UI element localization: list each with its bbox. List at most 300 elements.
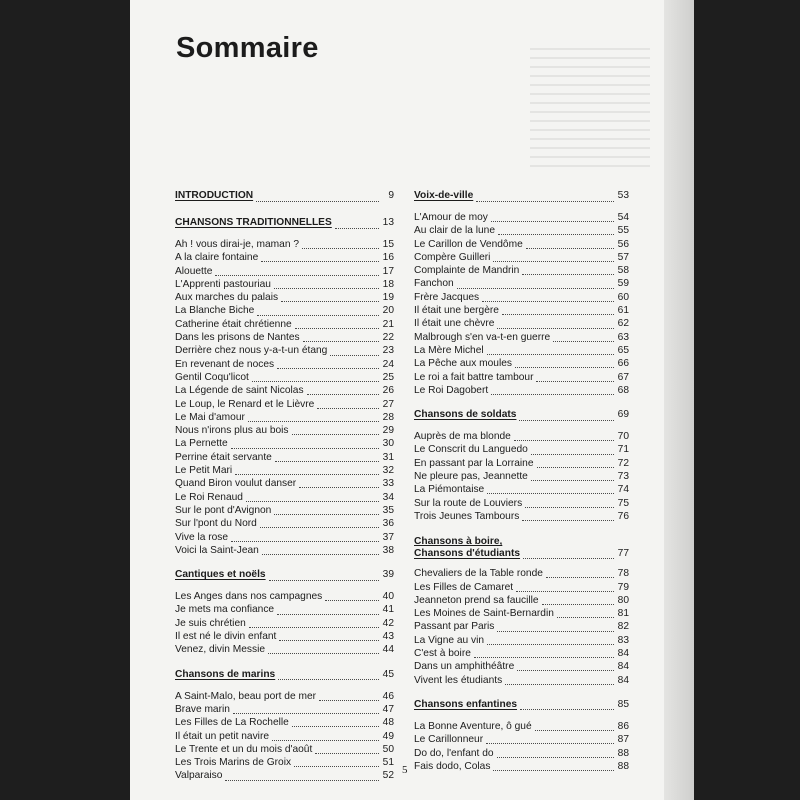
toc-entry-title: En revenant de noces — [175, 358, 275, 370]
dot-leader — [516, 591, 614, 592]
dot-leader — [252, 381, 379, 382]
section-heading-row — [414, 548, 629, 562]
toc-entry-title: Le Conscrit du Languedo — [414, 444, 528, 456]
toc-entry-title: Le Petit Mari — [175, 465, 233, 477]
toc-entry-page: 49 — [382, 730, 394, 742]
toc-entry-page: 28 — [382, 411, 394, 423]
dot-leader — [233, 713, 379, 714]
toc-entry-title: Au clair de la lune — [414, 225, 495, 237]
toc-entry-title: La Mère Michel — [414, 344, 484, 356]
section-heading-title: Chansons de soldats — [414, 409, 517, 421]
toc-entry-page: 42 — [382, 617, 394, 629]
toc-entry-page: 24 — [382, 358, 394, 370]
toc-entry-title: La Légende de saint Nicolas — [175, 385, 304, 397]
toc-entry-title: L'Amour de moy — [414, 212, 488, 223]
toc-entry-page: 35 — [382, 504, 394, 516]
toc-entry — [414, 648, 629, 661]
toc-entry-page: 37 — [382, 531, 394, 543]
toc-entry-page: 44 — [382, 644, 394, 656]
toc-entry — [175, 644, 394, 657]
toc-entry-title: Vivent les étudiants — [414, 674, 503, 686]
dot-leader — [522, 520, 614, 521]
dot-leader — [546, 577, 614, 578]
toc-entry-title: Les Filles de Camaret — [414, 581, 514, 593]
toc-entry — [175, 465, 394, 478]
toc-entry-page: 55 — [617, 225, 629, 237]
toc-entry — [175, 345, 394, 358]
toc-entry-page: 27 — [382, 398, 394, 410]
toc-entry — [175, 332, 394, 345]
dot-leader — [248, 421, 379, 422]
toc-entry-page: 88 — [617, 747, 629, 759]
toc-entry-page: 58 — [617, 265, 629, 277]
toc-entry-page: 18 — [382, 278, 394, 290]
toc-entry — [175, 359, 394, 372]
toc-entry-title: La Blanche Biche — [175, 305, 255, 317]
dot-leader — [262, 554, 379, 555]
toc-entry — [414, 431, 629, 444]
section-heading — [414, 190, 629, 206]
dot-leader — [515, 367, 614, 368]
toc-entry-title: A Saint-Malo, beau port de mer — [175, 690, 317, 702]
toc-entry — [414, 568, 629, 581]
dot-leader — [225, 780, 379, 781]
toc-entry — [414, 761, 629, 774]
toc-entry-title: Le roi a fait battre tambour — [414, 371, 534, 383]
toc-entry — [175, 319, 394, 332]
toc-entry-page: 25 — [382, 371, 394, 383]
toc-entry-title: Venez, divin Messie — [175, 644, 266, 656]
dot-leader — [493, 261, 614, 262]
dot-leader — [514, 440, 614, 441]
toc-entry-title: La Pêche aux moules — [414, 358, 512, 370]
toc-left-column — [175, 190, 394, 795]
toc-entry-title: Le Mai d'amour — [175, 411, 245, 423]
toc-entry-title: Perrine était servante — [175, 451, 272, 463]
toc-entry — [414, 484, 629, 497]
toc-entry-page: 76 — [617, 510, 629, 522]
toc-entry — [175, 452, 394, 465]
dot-leader — [274, 514, 379, 515]
toc-section — [414, 190, 629, 398]
toc-entry-title: Vive la rose — [175, 531, 229, 543]
toc-entry — [414, 225, 629, 238]
dot-leader — [497, 328, 614, 329]
toc-entry-title: Sur le pont d'Avignon — [175, 504, 272, 516]
toc-entry — [175, 691, 394, 704]
toc-entry-title: Frère Jacques — [414, 291, 480, 303]
toc-entry-page: 71 — [617, 444, 629, 456]
toc-entry-page: 40 — [382, 591, 394, 603]
toc-entry-title: Ne pleure pas, Jeannette — [414, 471, 528, 483]
toc-entry — [175, 372, 394, 385]
toc-entry — [175, 305, 394, 318]
toc-entry — [414, 635, 629, 648]
toc-entry-title: Les Anges dans nos campagnes — [175, 591, 323, 603]
toc-entry-title: Fanchon — [414, 278, 454, 290]
toc-entry — [175, 618, 394, 631]
toc-entry-page: 57 — [617, 251, 629, 263]
toc-entry-title: Le Carillon de Vendôme — [414, 238, 523, 250]
toc-entry — [414, 372, 629, 385]
dot-leader — [519, 420, 614, 421]
toc-entry-page: 30 — [382, 438, 394, 450]
toc-entry-page: 52 — [382, 770, 394, 782]
dot-leader — [487, 493, 614, 494]
toc-entry-page: 81 — [617, 608, 629, 620]
toc-entry-page: 70 — [617, 431, 629, 443]
dot-leader — [249, 627, 379, 628]
dot-leader — [497, 757, 614, 758]
toc-entry — [414, 458, 629, 471]
dot-leader — [261, 261, 379, 262]
toc-entry-page: 83 — [617, 634, 629, 646]
section-heading-page: 53 — [617, 190, 629, 201]
dot-leader — [523, 558, 614, 559]
toc-entry-page: 84 — [617, 661, 629, 673]
toc-entry — [175, 385, 394, 398]
toc-entry-page: 32 — [382, 465, 394, 477]
toc-entry-page: 74 — [617, 484, 629, 496]
toc-section — [414, 535, 629, 688]
toc-entry-title: Quand Biron voulut danser — [175, 478, 297, 490]
toc-entry — [175, 239, 394, 252]
section-heading — [414, 699, 629, 715]
toc-entry — [175, 478, 394, 491]
toc-entry-title: Derrière chez nous y-a-t-un étang — [175, 345, 328, 357]
toc-entry-title: La Bonne Aventure, ô gué — [414, 720, 532, 732]
toc-entry-page: 54 — [617, 212, 629, 223]
dot-leader — [474, 657, 614, 658]
dot-leader — [491, 221, 614, 222]
dot-leader — [531, 480, 614, 481]
toc-entry-title: Chevaliers de la Table ronde — [414, 568, 543, 580]
toc-entry-page: 67 — [617, 371, 629, 383]
toc-entry — [175, 518, 394, 531]
toc-entry-title: Dans un amphithéâtre — [414, 661, 515, 673]
toc-entry-title: Compère Guilleri — [414, 251, 491, 263]
toc-entry-title: En passant par la Lorraine — [414, 457, 534, 469]
dot-leader — [215, 275, 379, 276]
toc-entry-title: Jeanneton prend sa faucille — [414, 594, 539, 606]
toc-entry — [414, 265, 629, 278]
section-heading — [414, 535, 629, 562]
toc-entry — [175, 704, 394, 717]
section-heading — [175, 190, 394, 206]
toc-entry-title: Ah ! vous dirai-je, maman ? — [175, 239, 300, 250]
toc-entry-page: 16 — [382, 252, 394, 264]
section-heading — [175, 669, 394, 685]
toc-entry-page: 61 — [617, 305, 629, 317]
dot-leader — [294, 766, 379, 767]
dot-leader — [535, 730, 614, 731]
toc-entry — [175, 757, 394, 770]
dot-leader — [325, 600, 379, 601]
dot-leader — [319, 700, 379, 701]
dot-leader — [505, 684, 614, 685]
toc-entry-page: 23 — [382, 345, 394, 357]
toc-entry — [414, 621, 629, 634]
toc-entry — [175, 266, 394, 279]
toc-entry-title: Les Moines de Saint-Bernardin — [414, 608, 554, 620]
toc-entry — [414, 358, 629, 371]
toc-entry-title: Je mets ma confiance — [175, 604, 275, 616]
dot-leader — [268, 653, 379, 654]
toc-entry — [414, 345, 629, 358]
dot-leader — [315, 753, 379, 754]
dot-leader — [292, 434, 379, 435]
dot-leader — [295, 328, 379, 329]
dot-leader — [277, 614, 379, 615]
dot-leader — [517, 670, 614, 671]
section-heading-title: Voix-de-ville — [414, 190, 474, 201]
toc-section — [175, 190, 394, 206]
dot-leader — [457, 288, 614, 289]
toc-entry-title: Le Roi Renaud — [175, 491, 243, 503]
section-heading-row-title: Chansons d'étudiants — [414, 548, 521, 560]
toc-entry-title: Il est né le divin enfant — [175, 631, 277, 643]
toc-entry-page: 88 — [617, 760, 629, 772]
toc-entry-page: 33 — [382, 478, 394, 490]
section-heading — [175, 217, 394, 233]
toc-entry — [175, 505, 394, 518]
dot-leader — [299, 487, 379, 488]
toc-entry — [414, 498, 629, 511]
section-heading-title: INTRODUCTION — [175, 190, 254, 201]
toc-entry-title: Passant par Paris — [414, 621, 495, 633]
dot-leader — [260, 527, 379, 528]
dot-leader — [256, 201, 379, 202]
toc-entry-page: 43 — [382, 631, 394, 643]
dot-leader — [281, 301, 379, 302]
toc-entry-title: Alouette — [175, 265, 213, 277]
dot-leader — [522, 274, 614, 275]
toc-entry — [414, 318, 629, 331]
toc-entry — [414, 748, 629, 761]
toc-entry-title: L'Apprenti pastouriau — [175, 278, 271, 290]
toc-entry-title: C'est à boire — [414, 648, 471, 660]
toc-entry-page: 34 — [382, 491, 394, 503]
toc-entry-page: 82 — [617, 621, 629, 633]
section-heading-page: 85 — [617, 698, 629, 710]
toc-section — [175, 569, 394, 657]
toc-entry — [414, 511, 629, 524]
dot-leader — [537, 467, 615, 468]
toc-entry-page: 17 — [382, 265, 394, 277]
toc-entry-title: Il était un petit navire — [175, 730, 270, 742]
toc-entry — [175, 744, 394, 757]
toc-entry-title: Aux marches du palais — [175, 292, 279, 304]
toc-entry-page: 48 — [382, 717, 394, 729]
toc-entry-title: La Vigne au vin — [414, 634, 485, 646]
dot-leader — [520, 709, 614, 710]
toc-entry — [175, 731, 394, 744]
dot-leader — [335, 228, 379, 229]
toc-entry — [414, 292, 629, 305]
toc-entry-title: A la claire fontaine — [175, 252, 259, 264]
toc-entry — [414, 675, 629, 688]
toc-entry — [175, 604, 394, 617]
dot-leader — [279, 640, 379, 641]
toc-entry-title: Les Filles de La Rochelle — [175, 717, 289, 729]
toc-entry-title: Do do, l'enfant do — [414, 747, 494, 759]
toc-entry — [175, 770, 394, 783]
dot-leader — [542, 604, 614, 605]
dot-leader — [476, 201, 614, 202]
toc-entry-page: 36 — [382, 518, 394, 530]
toc-entry-title: Nous n'irons plus au bois — [175, 425, 289, 437]
toc-entry-page: 56 — [617, 238, 629, 250]
toc-entry-page: 66 — [617, 358, 629, 370]
dot-leader — [330, 355, 379, 356]
dot-leader — [235, 474, 379, 475]
toc-entry — [175, 399, 394, 412]
dot-leader — [257, 315, 379, 316]
toc-entry-page: 78 — [617, 568, 629, 580]
section-heading-page: 9 — [388, 190, 394, 201]
dot-leader — [317, 408, 379, 409]
toc-entry-page: 65 — [617, 344, 629, 356]
toc-entry-title: Le Roi Dagobert — [414, 384, 489, 396]
toc-entry-title: La Pernette — [175, 438, 228, 450]
toc-entry-title: Dans les prisons de Nantes — [175, 332, 300, 344]
page-number: 5 — [402, 764, 408, 776]
toc-entry-page: 46 — [382, 690, 394, 702]
dot-leader — [497, 631, 614, 632]
toc-entry — [175, 279, 394, 292]
toc-entry-page: 20 — [382, 305, 394, 317]
toc-entry-title: Sur la route de Louviers — [414, 497, 523, 509]
toc-entry-page: 26 — [382, 385, 394, 397]
toc-entry — [414, 661, 629, 674]
dot-leader — [274, 288, 379, 289]
show-through-text — [530, 48, 650, 168]
toc-entry-page: 86 — [617, 720, 629, 732]
toc-entry-page: 75 — [617, 497, 629, 509]
toc-entry-page: 84 — [617, 674, 629, 686]
toc-entry-title: Valparaiso — [175, 770, 223, 782]
toc-entry — [414, 385, 629, 398]
dot-leader — [482, 301, 614, 302]
toc-entry-title: Complainte de Mandrin — [414, 265, 520, 277]
book-page — [130, 0, 670, 800]
dot-leader — [487, 644, 614, 645]
toc-entry-page: 21 — [382, 318, 394, 330]
dot-leader — [302, 248, 379, 249]
toc-entry — [175, 438, 394, 451]
dot-leader — [231, 541, 379, 542]
toc-right-column — [414, 190, 629, 785]
toc-entry — [414, 305, 629, 318]
toc-section — [175, 669, 394, 784]
toc-entry-page: 31 — [382, 451, 394, 463]
dot-leader — [486, 743, 614, 744]
toc-entry-title: Les Trois Marins de Groix — [175, 757, 292, 769]
toc-entry — [175, 492, 394, 505]
toc-entry — [175, 252, 394, 265]
toc-entry-page: 68 — [617, 384, 629, 396]
toc-entry-title: Il était une bergère — [414, 305, 499, 317]
dot-leader — [246, 501, 379, 502]
toc-entry-page: 80 — [617, 594, 629, 606]
section-heading-page: 39 — [382, 569, 394, 581]
toc-section — [414, 409, 629, 524]
toc-entry-page: 60 — [617, 291, 629, 303]
dot-leader — [498, 234, 614, 235]
toc-entry-page: 41 — [382, 604, 394, 616]
toc-entry-page: 87 — [617, 734, 629, 746]
dot-leader — [487, 354, 614, 355]
toc-entry — [414, 239, 629, 252]
toc-entry — [414, 332, 629, 345]
toc-entry-page: 38 — [382, 544, 394, 556]
toc-entry-page: 79 — [617, 581, 629, 593]
dot-leader — [269, 580, 379, 581]
toc-entry-page: 19 — [382, 292, 394, 304]
toc-entry-page: 50 — [382, 743, 394, 755]
section-heading-page: 13 — [382, 217, 394, 228]
toc-entry — [175, 631, 394, 644]
section-heading-title: CHANSONS TRADITIONNELLES — [175, 217, 332, 228]
section-heading-line: Chansons à boire, — [414, 536, 503, 548]
toc-entry — [414, 444, 629, 457]
dot-leader — [531, 454, 614, 455]
toc-entry — [414, 721, 629, 734]
toc-entry — [414, 595, 629, 608]
dot-leader — [231, 448, 379, 449]
toc-entry-title: Brave marin — [175, 703, 230, 715]
toc-entry-page: 15 — [382, 239, 394, 250]
toc-entry — [414, 734, 629, 747]
toc-entry-title: Il était une chèvre — [414, 318, 495, 330]
toc-entry — [175, 532, 394, 545]
toc-entry-title: Gentil Coqu'licot — [175, 371, 249, 383]
toc-entry — [175, 425, 394, 438]
section-heading — [175, 569, 394, 585]
section-heading-row-page: 77 — [617, 548, 629, 560]
dot-leader — [277, 368, 379, 369]
dot-leader — [493, 770, 614, 771]
toc-entry — [414, 212, 629, 225]
toc-entry — [175, 545, 394, 558]
toc-entry — [414, 471, 629, 484]
dot-leader — [553, 341, 614, 342]
dot-leader — [525, 507, 614, 508]
dot-leader — [491, 394, 614, 395]
toc-entry — [414, 252, 629, 265]
toc-entry-page: 72 — [617, 457, 629, 469]
toc-entry-title: Le Carillonneur — [414, 734, 484, 746]
section-heading-page: 45 — [382, 668, 394, 680]
toc-entry-title: Le Loup, le Renard et le Lièvre — [175, 398, 315, 410]
toc-entry-page: 22 — [382, 332, 394, 344]
dot-leader — [557, 617, 614, 618]
dot-leader — [272, 740, 379, 741]
toc-entry-page: 73 — [617, 471, 629, 483]
toc-entry-title: Fais dodo, Colas — [414, 760, 491, 772]
dot-leader — [292, 726, 379, 727]
section-heading-title: Chansons enfantines — [414, 698, 518, 710]
toc-entry-title: Le Trente et un du mois d'août — [175, 743, 313, 755]
toc-entry-page: 51 — [382, 757, 394, 769]
next-page-edge — [664, 0, 694, 800]
toc-section — [414, 699, 629, 774]
section-heading-title: Chansons de marins — [175, 668, 276, 680]
toc-entry — [414, 278, 629, 291]
dot-leader — [303, 341, 379, 342]
toc-entry-page: 29 — [382, 425, 394, 437]
dot-leader — [502, 314, 614, 315]
